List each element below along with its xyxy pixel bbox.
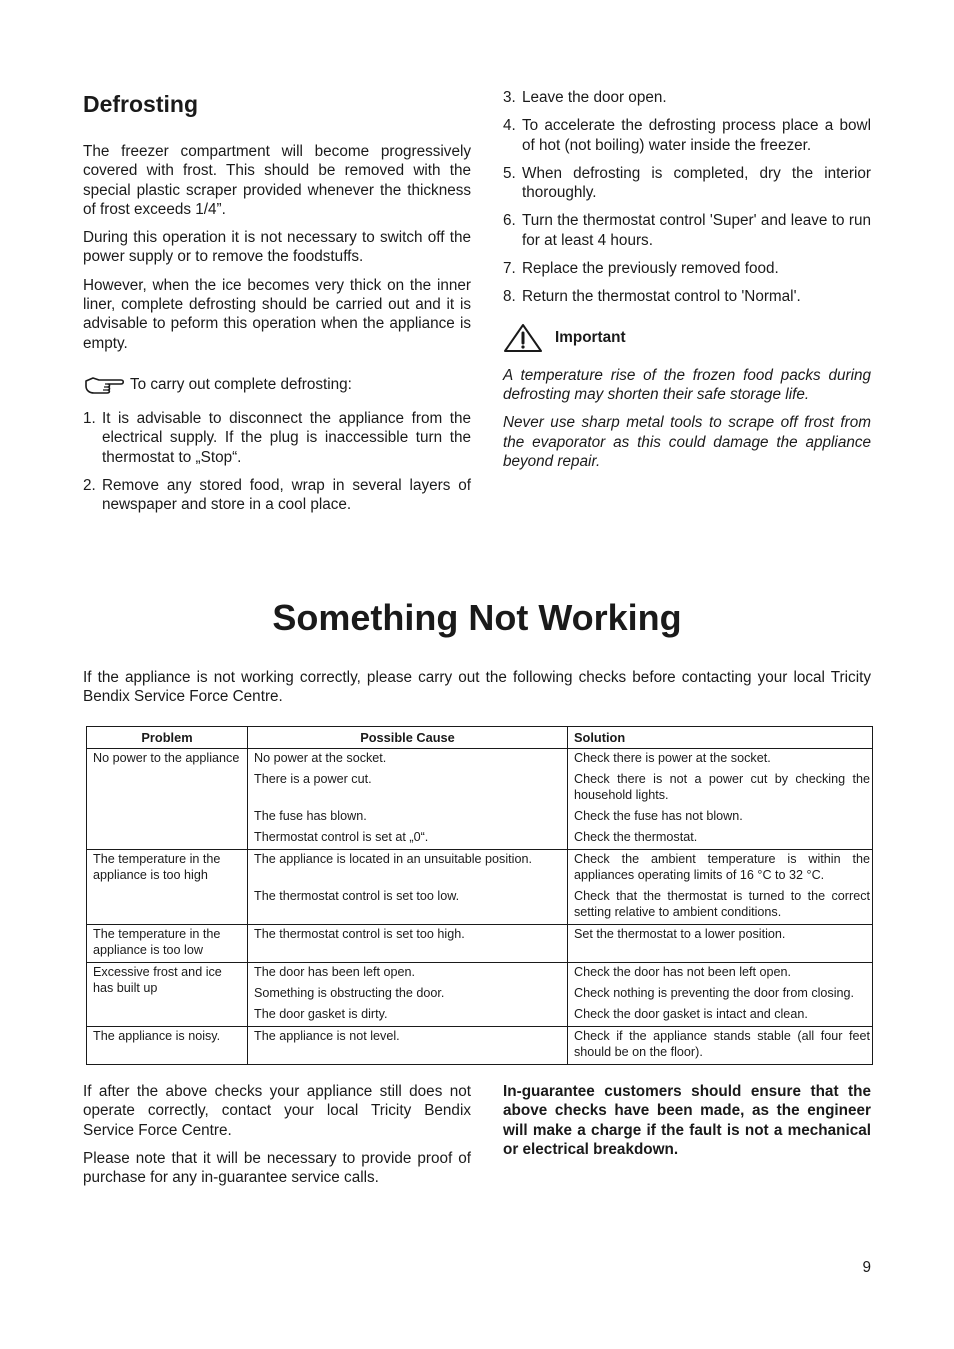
solution-text: Check there is not a power cut by checking the household lights. [574, 772, 870, 802]
header-problem: Problem [87, 727, 248, 749]
cause-text: Thermostat control is set at „0“. [254, 830, 429, 844]
problem-cell [87, 850, 248, 925]
problem-text: No power to the appliance [93, 751, 240, 765]
solution-cell [568, 770, 873, 807]
step-text: Remove any stored food, wrap in several layers of newspaper and store in a cool place. [102, 476, 471, 514]
step-text: Leave the door open. [522, 89, 667, 106]
cause-text: The appliance is located in an unsuitable position. [254, 852, 532, 866]
cause-text: The appliance is not level. [254, 1029, 400, 1043]
cause-cell [248, 963, 568, 985]
step-number: 7. [503, 260, 516, 278]
step-number: 1. [83, 409, 96, 427]
problem-text: Excessive frost and ice has built up [93, 965, 222, 995]
header-possible-cause: Possible Cause [248, 727, 568, 749]
step-text: When defrosting is completed, dry the interior thoroughly. [522, 164, 871, 202]
cause-cell [248, 1027, 568, 1065]
solution-text: Check the door has not been left open. [574, 965, 792, 979]
cause-cell [248, 925, 568, 963]
page-number: 9 [862, 1259, 871, 1276]
guarantee-warning: In-guarantee customers should ensure that the above checks have been made, as the engineer will make a charge if the fault is not a mechanical or electrical breakdown. [503, 1083, 871, 1158]
solution-text: Check the ambient temperature is within the appliances operating limits of 16 °C to 32 °C. [574, 852, 870, 882]
important-heading [503, 323, 871, 353]
solution-cell [568, 984, 873, 1005]
step-text: It is advisable to disconnect the appliance from the electrical supply. If the plug is inaccessible turn the thermostat to „Stop“. [102, 409, 471, 466]
step-number: 4. [503, 117, 516, 135]
solution-cell [568, 807, 873, 828]
important-text: Never use sharp metal tools to scrape off frost from the evaporator as this could damage the appliance beyond repair. [503, 414, 871, 470]
defrost-step [503, 259, 871, 278]
solution-cell [568, 925, 873, 963]
important-label: Important [555, 328, 626, 346]
after-checks-left [83, 1082, 471, 1196]
cause-cell [248, 984, 568, 1005]
step-number: 5. [503, 164, 516, 182]
section-title-defrosting: Defrosting [83, 91, 198, 117]
table-row [87, 963, 873, 985]
step-text: Return the thermostat control to 'Normal'. [522, 288, 801, 306]
step-number: 3. [503, 89, 516, 106]
after-checks-paragraph: Please note that it will be necessary to provide proof of purchase for any in-guarantee service calls. [83, 1149, 471, 1187]
solution-text: Check the thermostat. [574, 830, 698, 844]
cause-cell [248, 770, 568, 807]
cause-cell [248, 850, 568, 888]
page-title-something-not-working: Something Not Working [272, 597, 682, 638]
defrost-step [503, 211, 871, 250]
important-text: A temperature rise of the frozen food packs during defrosting may shorten their safe storage life. [503, 366, 871, 403]
defrost-step [503, 164, 871, 203]
defrost-step [503, 287, 871, 306]
solution-text: Check there is power at the socket. [574, 751, 771, 765]
intro-text: If the appliance is not working correctly, please carry out the following checks before contacting your local Tricity Bendix Service Force Centre. [83, 669, 871, 706]
defrost-steps-right [503, 88, 871, 307]
problem-cell [87, 749, 248, 850]
problem-cell [87, 963, 248, 1027]
defrosting-right-column [503, 88, 871, 480]
solution-text: Check that the thermostat is turned to the correct setting relative to ambient conditions. [574, 889, 870, 919]
defrost-note [83, 374, 471, 396]
table-row [87, 749, 873, 771]
solution-cell [568, 749, 873, 771]
solution-text: Check if the appliance stands stable (all four feet should be on the floor). [574, 1029, 870, 1059]
cause-cell [248, 828, 568, 850]
after-checks-right [503, 1082, 871, 1159]
cause-cell [248, 749, 568, 771]
step-number: 8. [503, 288, 516, 306]
solution-cell [568, 887, 873, 925]
pointing-hand-icon [83, 374, 127, 396]
solution-cell [568, 1027, 873, 1065]
defrosting-left-column [83, 88, 471, 523]
header-solution: Solution [568, 727, 873, 749]
solution-cell [568, 850, 873, 888]
problem-cell [87, 1027, 248, 1065]
solution-cell [568, 1005, 873, 1027]
problem-text: The temperature in the appliance is too low [93, 927, 221, 957]
defrost-steps-left [83, 409, 471, 514]
step-number: 2. [83, 476, 96, 494]
defrost-paragraph: During this operation it is not necessary to switch off the power supply or to remove the foodstuffs. [83, 229, 471, 266]
troubleshooting-table [86, 726, 873, 1065]
table-header-row [87, 727, 873, 749]
solution-cell [568, 828, 873, 850]
table-row [87, 1027, 873, 1065]
cause-text: The thermostat control is set too low. [254, 889, 460, 903]
solution-cell [568, 963, 873, 985]
step-text: To accelerate the defrosting process place a bowl of hot (not boiling) water inside the freezer. [522, 117, 871, 154]
cause-text: The fuse has blown. [254, 809, 367, 823]
after-checks-paragraph: If after the above checks your appliance still does not operate correctly, contact your local Tricity Bendix Service Force Centre. [83, 1083, 471, 1139]
step-text: Replace the previously removed food. [522, 260, 779, 278]
cause-cell [248, 887, 568, 925]
warning-triangle-icon [503, 323, 543, 353]
cause-text: No power at the socket. [254, 751, 387, 765]
problem-text: The temperature in the appliance is too high [93, 852, 221, 882]
defrost-step [503, 116, 871, 155]
problem-text: The appliance is noisy. [93, 1029, 221, 1043]
defrost-step [83, 409, 471, 467]
table-row [87, 925, 873, 963]
defrost-step [83, 476, 471, 515]
cause-text: The thermostat control is set too high. [254, 927, 465, 941]
cause-text: The door gasket is dirty. [254, 1007, 388, 1021]
solution-text: Check the door gasket is intact and clean. [574, 1007, 808, 1021]
cause-text: The door has been left open. [254, 965, 416, 979]
solution-text: Check nothing is preventing the door from closing. [574, 986, 855, 1000]
step-text: Turn the thermostat control 'Super' and leave to run for at least 4 hours. [522, 212, 871, 249]
cause-text: There is a power cut. [254, 772, 372, 786]
defrost-paragraph: However, when the ice becomes very thick on the inner liner, complete defrosting should be carried out and it is advisable to peform this operation when the appliance is empty. [83, 276, 471, 352]
troubleshooting-intro [83, 668, 871, 716]
defrost-note-text: To carry out complete defrosting: [130, 376, 352, 394]
solution-text: Set the thermostat to a lower position. [574, 927, 786, 941]
table-row [87, 850, 873, 888]
defrost-paragraph: The freezer compartment will become progressively covered with frost. This should be removed with the special plastic scraper provided whenever the thickness of frost exceeds 1/4”. [83, 143, 471, 218]
cause-cell [248, 807, 568, 828]
problem-cell [87, 925, 248, 963]
cause-text: Something is obstructing the door. [254, 986, 445, 1000]
defrost-step [503, 88, 871, 107]
solution-text: Check the fuse has not blown. [574, 809, 743, 823]
cause-cell [248, 1005, 568, 1027]
step-number: 6. [503, 212, 516, 230]
